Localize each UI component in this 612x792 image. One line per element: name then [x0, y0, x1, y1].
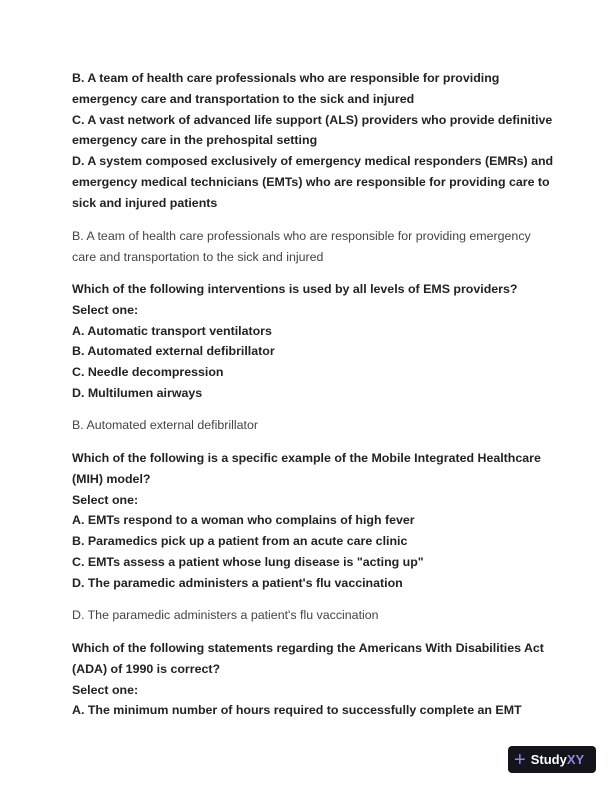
question-text: Which of the following is a specific example of the Mobile Integrated Healthcare — [72, 451, 541, 465]
option-line: emergency care and transportation to the sick and injured — [72, 91, 415, 106]
question-3-answer — [72, 605, 552, 626]
option-line: D. Multilumen airways — [72, 385, 203, 400]
answer-line: D. The paramedic administers a patient's flu vaccination — [72, 608, 379, 622]
question-1-options — [72, 68, 552, 214]
plus-icon: + — [514, 748, 526, 771]
question-text: (MIH) model? — [72, 471, 151, 486]
studyxy-logo[interactable] — [508, 746, 596, 773]
option-line: emergency medical technicians (EMTs) who are responsible for providing care to — [72, 174, 550, 189]
answer-line: B. Automated external defibrillator — [72, 418, 258, 432]
option-line: A. Automatic transport ventilators — [72, 323, 272, 338]
option-line: emergency care in the prehospital setting — [72, 133, 318, 148]
logo-text — [531, 752, 584, 767]
option-line: C. EMTs assess a patient whose lung disease is "acting up" — [72, 554, 424, 569]
question-text: Which of the following statements regarding the Americans With Disabilities Act — [72, 641, 544, 655]
option-line: A. EMTs respond to a woman who complains of high fever — [72, 513, 415, 528]
option-line: B. A team of health care professionals who are responsible for providing — [72, 71, 500, 85]
question-text: (ADA) of 1990 is correct? — [72, 661, 221, 676]
option-line: A. The minimum number of hours required to successfully complete an EMT — [72, 703, 522, 718]
answer-line: B. A team of health care professionals who are responsible for providing emergency — [72, 229, 531, 243]
option-line: D. A system composed exclusively of emergency medical responders (EMRs) and — [72, 154, 554, 169]
option-line: C. Needle decompression — [72, 365, 224, 380]
select-one-label: Select one: — [72, 302, 139, 317]
answer-line: care and transportation to the sick and injured — [72, 249, 324, 264]
logo-text-accent: XY — [566, 752, 585, 767]
question-2-answer — [72, 415, 552, 436]
logo-text-main: Study — [530, 752, 567, 767]
question-3 — [72, 448, 552, 594]
question-text: Which of the following interventions is used by all levels of EMS providers? — [72, 282, 518, 296]
question-4 — [72, 638, 552, 721]
select-one-label: Select one: — [72, 492, 139, 507]
option-line: sick and injured patients — [72, 195, 218, 210]
option-line: D. The paramedic administers a patient's flu vaccination — [72, 575, 403, 590]
question-2 — [72, 279, 552, 404]
question-1-answer — [72, 226, 552, 268]
select-one-label: Select one: — [72, 682, 139, 697]
option-line: B. Paramedics pick up a patient from an acute care clinic — [72, 534, 408, 549]
option-line: B. Automated external defibrillator — [72, 344, 275, 359]
option-line: C. A vast network of advanced life support (ALS) providers who provide definitive — [72, 112, 553, 127]
